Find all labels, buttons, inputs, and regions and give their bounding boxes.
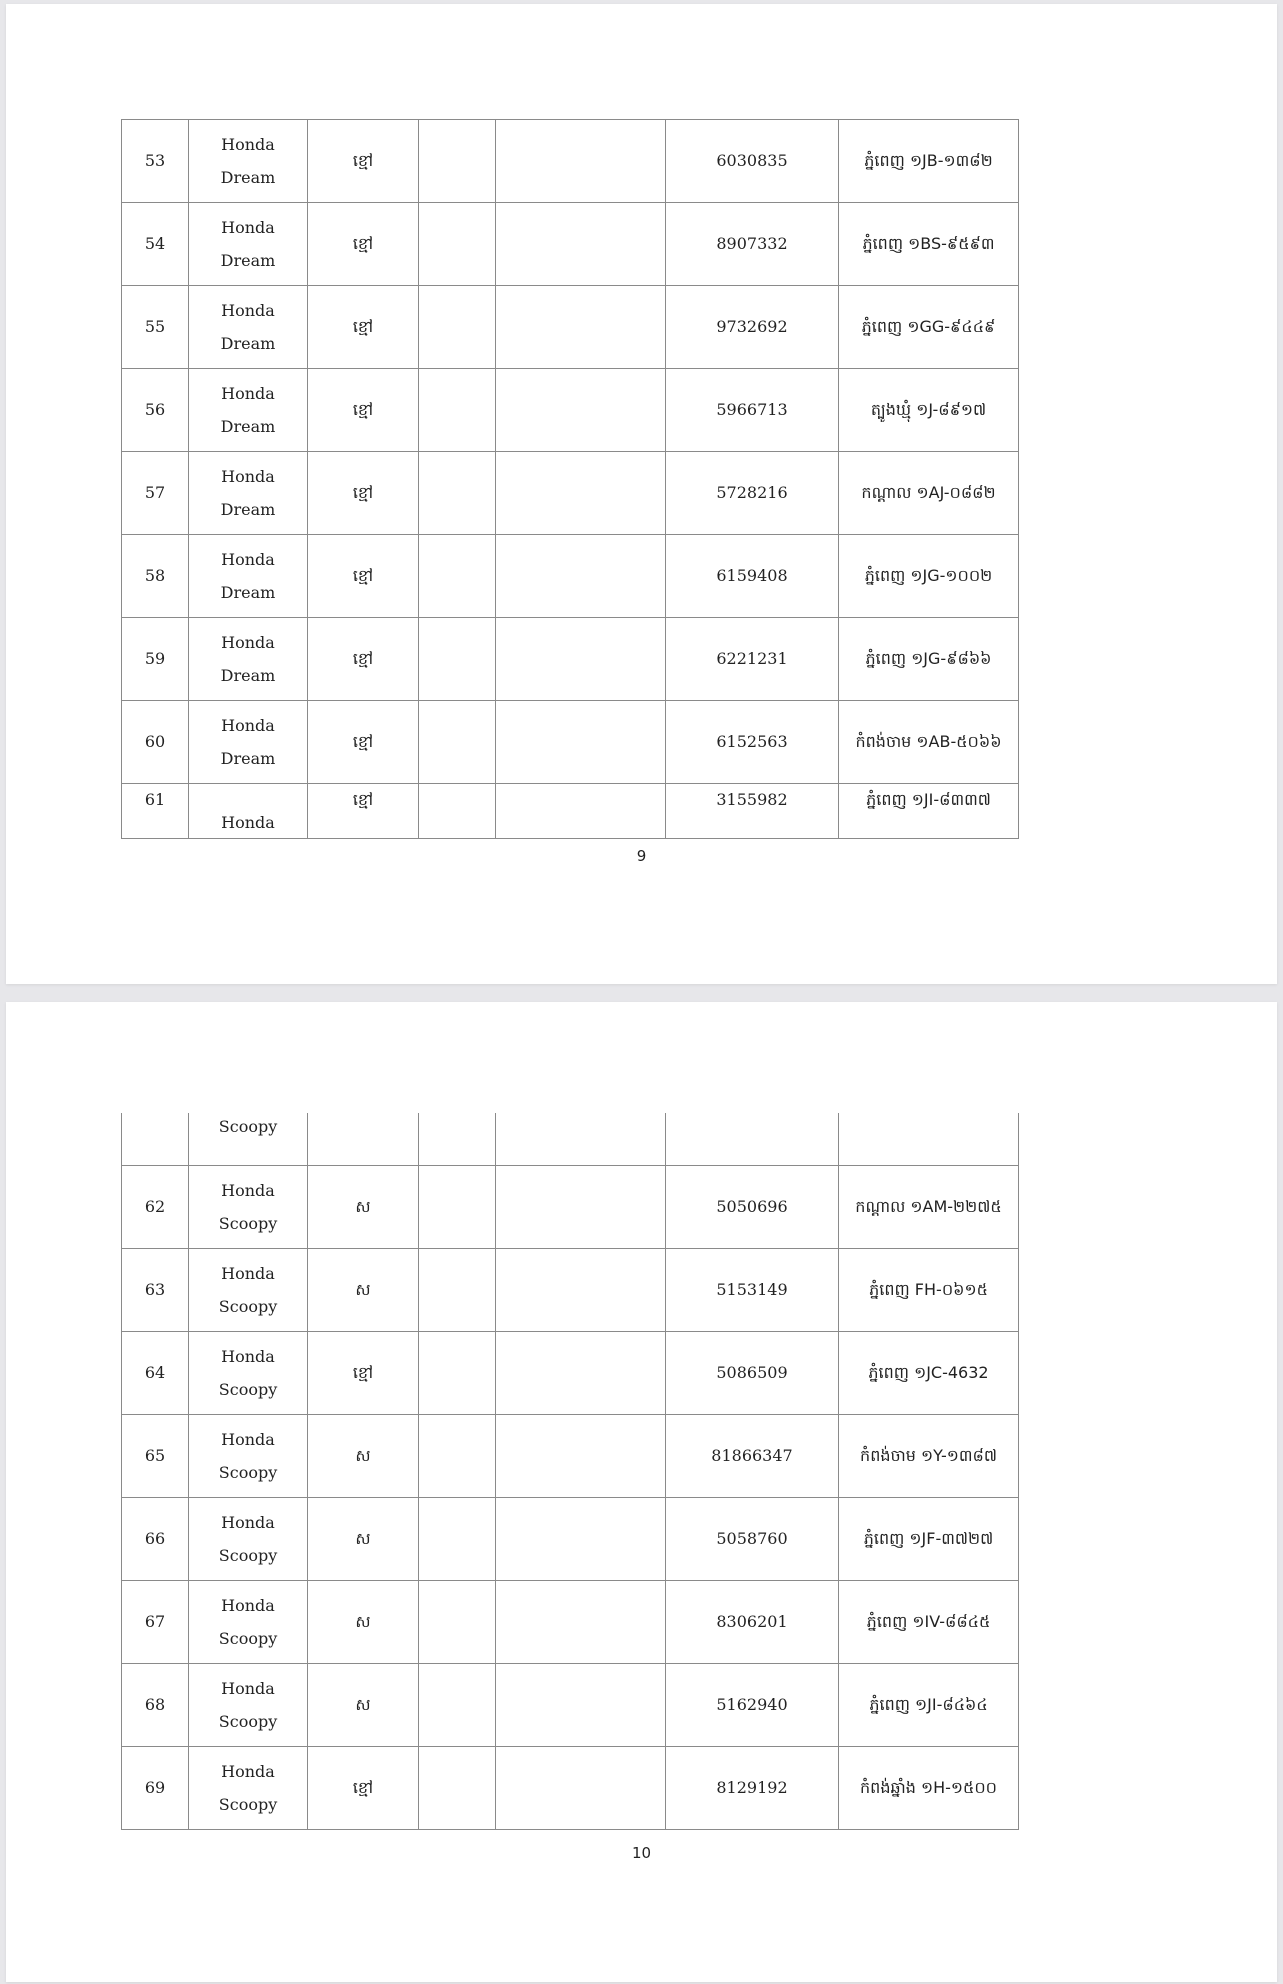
row-number-cell: 67 [122,1581,189,1664]
model-text: Scoopy [218,1379,278,1399]
model-text: Dream [220,333,276,353]
model-text: Dream [220,582,276,602]
model-cell [189,452,308,535]
brand-text: Honda [221,384,275,404]
row-number-cell: 59 [122,618,189,701]
empty-cell [419,369,496,452]
empty-cell [419,203,496,286]
plate-number-cell: ភ្នំពេញ ១JG-១០០២ [839,535,1019,618]
plate-number-cell [839,1113,1019,1166]
row-number-cell: 60 [122,701,189,784]
empty-cell [419,286,496,369]
color-cell: ខ្មៅ [308,286,419,369]
empty-cell [419,1747,496,1830]
model-text: Dream [220,748,276,768]
color-cell: ខ្មៅ [308,535,419,618]
table-row [122,1498,1019,1581]
brand-text: Honda [221,1181,275,1201]
engine-number-cell: 8306201 [666,1581,839,1664]
row-number-cell: 63 [122,1249,189,1332]
empty-cell [496,369,666,452]
model-cell [189,1249,308,1332]
plate-number-cell: ភ្នំពេញ ១JI-៨៤៦៤ [839,1664,1019,1747]
plate-number-cell: ភ្នំពេញ ១JB-១៣៨២ [839,120,1019,203]
engine-number-cell: 5162940 [666,1664,839,1747]
empty-cell [419,1498,496,1581]
model-cell [189,535,308,618]
color-cell: ស [308,1498,419,1581]
model-text: Dream [220,416,276,436]
plate-number-cell: ភ្នំពេញ ១JI-៨៣៣៧ [839,784,1019,839]
table-row [122,1415,1019,1498]
row-number-cell: 68 [122,1664,189,1747]
row-number-cell: 58 [122,535,189,618]
engine-number-cell: 6159408 [666,535,839,618]
engine-number-cell: 6221231 [666,618,839,701]
engine-number-cell: 8129192 [666,1747,839,1830]
table-row [122,701,1019,784]
row-number-cell: 61 [122,784,189,839]
color-cell: ខ្មៅ [308,1332,419,1415]
model-text: Scoopy [218,1462,278,1482]
table-row [122,203,1019,286]
engine-number-cell: 6030835 [666,120,839,203]
brand-text: Honda [221,301,275,321]
brand-text: Honda [221,1264,275,1284]
empty-cell [419,1581,496,1664]
row-number-cell: 62 [122,1166,189,1249]
empty-cell [419,120,496,203]
plate-number-cell: កំពង់ចាម ១AB-៥០៦៦ [839,701,1019,784]
page-number: 10 [631,1844,652,1862]
table-row [122,120,1019,203]
row-number-cell: 56 [122,369,189,452]
model-cell [189,1166,308,1249]
vehicle-table-page-9 [121,119,1019,839]
engine-number-cell: 8907332 [666,203,839,286]
model-text: Scoopy [218,1628,278,1648]
engine-number-cell: 6152563 [666,701,839,784]
color-cell: ស [308,1166,419,1249]
model-cell [189,203,308,286]
table-row [122,1664,1019,1747]
table-row-continued [122,1113,1019,1166]
empty-cell [496,784,666,839]
empty-cell [496,618,666,701]
plate-number-cell: ភ្នំពេញ ១JC-4632 [839,1332,1019,1415]
color-cell: ខ្មៅ [308,618,419,701]
color-cell [308,1113,419,1166]
plate-number-cell: ភ្នំពេញ FH-០៦១៥ [839,1249,1019,1332]
model-cell [189,1664,308,1747]
empty-cell [496,1166,666,1249]
brand-text: Honda [221,1679,275,1699]
model-text: Scoopy [218,1213,278,1233]
empty-cell [419,1332,496,1415]
color-cell: ស [308,1415,419,1498]
model-cell [189,286,308,369]
empty-cell [496,286,666,369]
empty-cell [496,535,666,618]
model-cell [189,369,308,452]
model-cell: Scoopy [189,1113,308,1166]
color-cell: ស [308,1664,419,1747]
empty-cell [496,1581,666,1664]
model-cell: Honda [189,784,308,839]
model-text: Dream [220,250,276,270]
empty-cell [496,203,666,286]
row-number-cell: 54 [122,203,189,286]
empty-cell [419,535,496,618]
engine-number-cell: 5086509 [666,1332,839,1415]
plate-number-cell: ភ្នំពេញ ១BS-៩៥៩៣ [839,203,1019,286]
brand-text: Honda [221,1513,275,1533]
model-text: Scoopy [218,1545,278,1565]
brand-text: Honda [221,1347,275,1367]
row-number-cell: 55 [122,286,189,369]
row-number-cell: 64 [122,1332,189,1415]
table-row [122,452,1019,535]
engine-number-cell: 5153149 [666,1249,839,1332]
engine-number-cell [666,1113,839,1166]
plate-number-cell: កណ្ដាល ១AM-២២៧៥ [839,1166,1019,1249]
empty-cell [419,1249,496,1332]
page-number: 9 [636,847,647,865]
brand-text: Honda [221,1430,275,1450]
row-number-cell: 53 [122,120,189,203]
table-row [122,618,1019,701]
engine-number-cell: 5050696 [666,1166,839,1249]
model-text: Scoopy [218,1711,278,1731]
model-text: Scoopy [218,1296,278,1316]
color-cell: ខ្មៅ [308,203,419,286]
empty-cell [419,1166,496,1249]
row-number-cell: 57 [122,452,189,535]
empty-cell [419,1415,496,1498]
empty-cell [419,1113,496,1166]
row-number-cell: 65 [122,1415,189,1498]
table-row-partial [122,784,1019,839]
color-cell: ស [308,1249,419,1332]
table-row [122,1249,1019,1332]
empty-cell [496,120,666,203]
model-text: Dream [220,665,276,685]
empty-cell [419,452,496,535]
color-cell: ខ្មៅ [308,701,419,784]
brand-text: Honda [221,218,275,238]
plate-number-cell: ត្បូងឃ្មុំ ១J-៨៩១៧ [839,369,1019,452]
color-cell: ខ្មៅ [308,452,419,535]
model-cell [189,120,308,203]
engine-number-cell: 81866347 [666,1415,839,1498]
empty-cell [496,1498,666,1581]
document-page-9 [6,4,1277,984]
table-row [122,286,1019,369]
brand-text: Honda [221,1596,275,1616]
row-number-cell: 66 [122,1498,189,1581]
color-cell: ខ្មៅ [308,784,419,839]
engine-number-cell: 5058760 [666,1498,839,1581]
model-cell [189,1498,308,1581]
vehicle-table-page-10 [121,1113,1019,1830]
model-cell [189,618,308,701]
plate-number-cell: ភ្នំពេញ ១JG-៩៨៦៦ [839,618,1019,701]
brand-text: Honda [221,1762,275,1782]
plate-number-cell: កំពង់ឆ្នាំង ១H-១៥០០ [839,1747,1019,1830]
empty-cell [496,1113,666,1166]
empty-cell [419,618,496,701]
engine-number-cell: 3155982 [666,784,839,839]
plate-number-cell: កំពង់ចាម ១Y-១៣៨៧ [839,1415,1019,1498]
plate-number-cell: ភ្នំពេញ ១IV-៨៨៤៥ [839,1581,1019,1664]
table-row [122,1166,1019,1249]
table-row [122,1581,1019,1664]
model-text: Dream [220,499,276,519]
color-cell: ខ្មៅ [308,369,419,452]
empty-cell [419,784,496,839]
table-row [122,1332,1019,1415]
model-cell [189,1415,308,1498]
brand-text: Honda [221,135,275,155]
empty-cell [496,701,666,784]
empty-cell [496,452,666,535]
engine-number-cell: 5966713 [666,369,839,452]
model-text: Dream [220,167,276,187]
empty-cell [419,1664,496,1747]
row-number-cell [122,1113,189,1166]
plate-number-cell: កណ្ដាល ១AJ-០៨៨២ [839,452,1019,535]
model-cell [189,1581,308,1664]
empty-cell [496,1415,666,1498]
empty-cell [496,1332,666,1415]
row-number-cell: 69 [122,1747,189,1830]
table-row [122,369,1019,452]
empty-cell [496,1249,666,1332]
engine-number-cell: 5728216 [666,452,839,535]
empty-cell [496,1747,666,1830]
color-cell: ខ្មៅ [308,120,419,203]
brand-text: Honda [221,550,275,570]
table-row [122,535,1019,618]
color-cell: ខ្មៅ [308,1747,419,1830]
model-cell [189,701,308,784]
document-page-10 [6,1002,1277,1982]
brand-text: Honda [221,633,275,653]
empty-cell [419,701,496,784]
plate-number-cell: ភ្នំពេញ ១GG-៩៤៤៩ [839,286,1019,369]
brand-text: Honda [221,716,275,736]
empty-cell [496,1664,666,1747]
color-cell: ស [308,1581,419,1664]
model-cell [189,1747,308,1830]
table-row [122,1747,1019,1830]
model-cell [189,1332,308,1415]
engine-number-cell: 9732692 [666,286,839,369]
plate-number-cell: ភ្នំពេញ ១JF-៣៧២៧ [839,1498,1019,1581]
brand-text: Honda [221,467,275,487]
model-text: Scoopy [218,1794,278,1814]
